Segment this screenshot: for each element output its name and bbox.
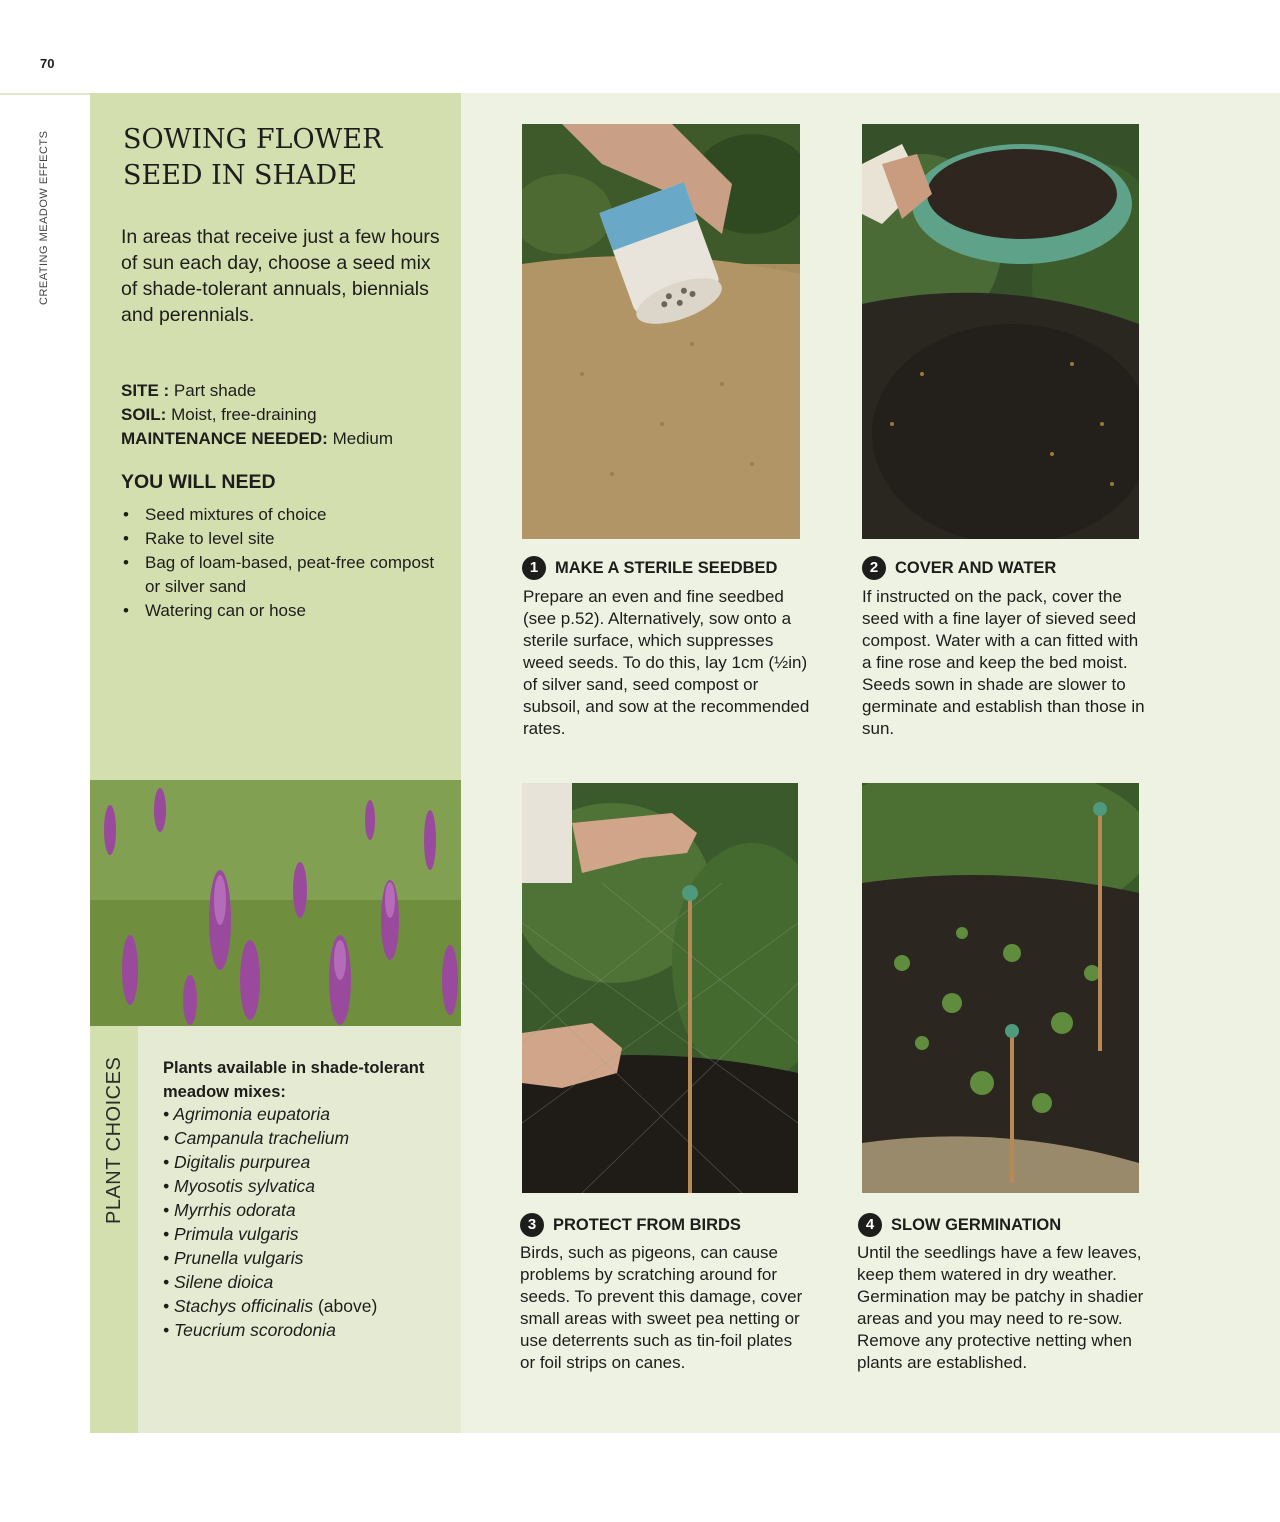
list-item: • Myrrhis odorata	[163, 1200, 296, 1220]
spec-soil: SOIL: Moist, free-draining	[121, 405, 317, 424]
you-will-need-list	[121, 503, 441, 623]
step-4-title: 4 SLOW GERMINATION	[858, 1213, 1061, 1237]
list-item: • Teucrium scorodonia	[163, 1320, 336, 1340]
step-1-photo	[522, 124, 800, 539]
step-3-text: Birds, such as pigeons, can cause problems by scratching around for seeds. To prevent this damage, cover small areas with sweet pea netting or use deterrents such as tin-foil plates or foil strips on canes.	[520, 1243, 803, 1372]
list-item: • Myosotis sylvatica	[163, 1176, 316, 1196]
list-item: • Seed mixtures of choice	[121, 503, 441, 527]
step-4-number: 4	[858, 1213, 882, 1237]
step-1-text: Prepare an even and fine seedbed (see p.52). Alternatively, sow onto a sterile surface, which suppresses weed seeds. To do this, lay 1cm (½in) of silver sand, seed compost or subsoil, and sow at the recommended rates.	[523, 587, 810, 738]
list-item: • Silene dioica	[163, 1272, 274, 1292]
list-item: • Watering can or hose	[121, 599, 441, 623]
spec-maintenance: MAINTENANCE NEEDED: Medium	[121, 429, 394, 448]
list-item: • Primula vulgaris	[163, 1224, 299, 1244]
plant-choices-label: PLANT CHOICES	[103, 1056, 125, 1224]
step-2-title: 2 COVER AND WATER	[862, 556, 1056, 580]
step-2-text: If instructed on the pack, cover the seed with a fine layer of sieved seed compost. Water with a can fitted with a fine rose and keep the bed moist. Seeds sown in shade are slower to germinate and establish than those in sun.	[862, 587, 1145, 738]
list-item: • Agrimonia eupatoria	[163, 1104, 330, 1124]
stachys-flowers-photo	[90, 780, 461, 1026]
you-will-need-heading: YOU WILL NEED	[121, 471, 276, 493]
site-specs	[121, 379, 451, 451]
step-4-text: Until the seedlings have a few leaves, keep them watered in dry weather. Germination may be patchy in shadier areas and you may need to re-sow. Remove any protective netting when plants are established.	[857, 1243, 1144, 1372]
step-3-photo	[522, 783, 798, 1193]
step-2-photo	[862, 124, 1139, 539]
page-number: 70	[40, 56, 55, 71]
list-item: • Digitalis purpurea	[163, 1152, 311, 1172]
section-label: CREATING MEADOW EFFECTS	[38, 130, 50, 305]
step-3-title: 3 PROTECT FROM BIRDS	[520, 1213, 741, 1237]
step-3-number: 3	[520, 1213, 544, 1237]
step-1-number: 1	[522, 556, 546, 580]
step-1-title: 1 MAKE A STERILE SEEDBED	[522, 556, 777, 580]
plant-choices-list	[163, 1102, 453, 1342]
list-item: • Stachys officinalis (above)	[163, 1296, 378, 1316]
intro-text: In areas that receive just a few hours of sun each day, choose a seed mix of shade-tolerant annuals, biennials and perennials.	[121, 226, 440, 326]
spec-site: SITE : Part shade	[121, 381, 257, 400]
list-item: • Rake to level site	[121, 527, 441, 551]
page-title: SOWING FLOWER SEED IN SHADE	[123, 124, 383, 191]
list-item: • Prunella vulgaris	[163, 1248, 304, 1268]
list-item: • Campanula trachelium	[163, 1128, 350, 1148]
list-item: • Bag of loam-based, peat-free compost or silver sand	[121, 551, 441, 599]
plant-choices-heading: Plants available in shade-tolerant meadow mixes:	[163, 1059, 425, 1101]
step-2-number: 2	[862, 556, 886, 580]
step-4-photo	[862, 783, 1139, 1193]
